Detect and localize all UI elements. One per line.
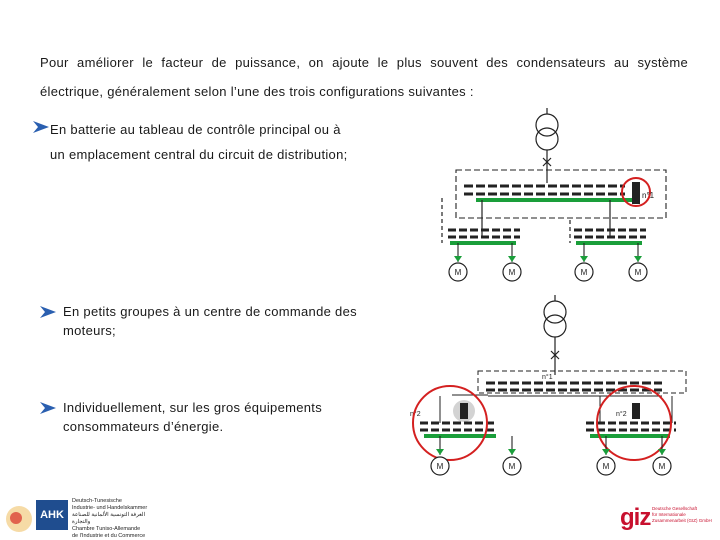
arrow-bullet-icon [40,402,56,414]
sub-panel-left [448,230,520,243]
ahk-emblem-icon [4,504,34,534]
capacitor-bank [632,403,640,419]
motor-icon [653,457,671,475]
transformer-coil [536,114,558,136]
motor-icon [431,457,449,475]
bullet-1-line-2: un emplacement central du circuit de distribution; [50,147,348,162]
giz-logo: giz [620,504,651,531]
arrow-bullet-icon [33,121,49,133]
motor-icon [629,263,647,281]
diagram-central-compensation [420,108,680,288]
motor-icon [449,263,467,281]
top-label: n°1 [542,374,553,381]
svg-text:M: M [658,462,666,471]
ahk-logo: AHK [36,500,68,530]
motor-icon [597,457,615,475]
right-label: n°2 [616,411,627,418]
intro-paragraph: Pour améliorer le facteur de puissance, on ajoute le plus souvent des condensateurs au système électrique, généralement selon l’une des trois configurations suivantes : [40,55,688,99]
transformer-coil [536,128,558,150]
diagram-group-compensation [400,295,695,485]
transformer-coil [544,301,566,323]
svg-text:M: M [580,268,588,277]
svg-text:M: M [634,268,642,277]
bullet-2-line-1: En petits groupes à un centre de commande des [63,304,357,319]
motor-icon [503,263,521,281]
svg-text:M: M [508,462,516,471]
capacitor-label: n°1 [642,191,655,200]
sub-panel-left [410,395,496,436]
giz-org-text: Deutsche Gesellschaft für Internationale Zusammenarbeit (GIZ) GmbH [652,506,712,523]
bullet-3-line-1: Individuellement, sur les gros équipements [63,400,323,415]
svg-text:M: M [602,462,610,471]
motor-icon [575,263,593,281]
svg-text:M: M [508,268,516,277]
left-label: n°2 [410,411,421,418]
ahk-chamber-text: Deutsch-Tunesische Industrie- und Handelskammer الغرفة التونسية الألمانية للصناعة والتجارة Chambre Tuniso-Allemande de l'Industrie et du Commerce [72,498,148,539]
svg-text:M: M [436,462,444,471]
bullet-1-line-1: En batterie au tableau de contrôle principal ou à [50,122,341,137]
bullet-3-line-2: consommateurs d’énergie. [63,419,224,434]
bullet-2-line-2: moteurs; [63,323,116,338]
capacitor-bank [632,182,640,204]
arrow-bullet-icon [40,306,56,318]
sub-panel-right [586,396,676,436]
svg-text:M: M [454,268,462,277]
motor-icon [503,457,521,475]
transformer-coil [544,315,566,337]
